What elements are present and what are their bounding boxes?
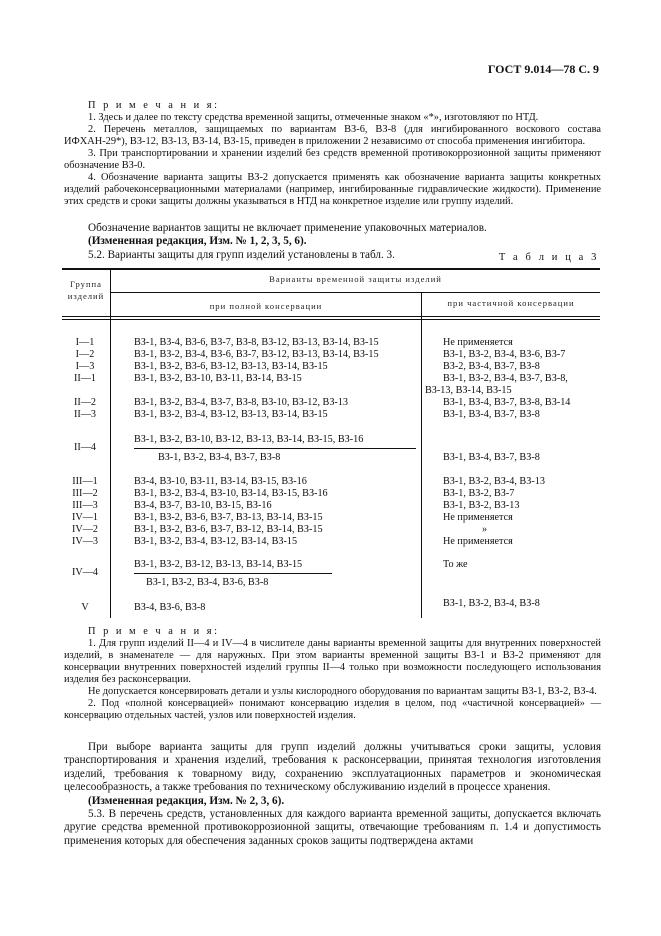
full-cell: ВЗ-1, ВЗ-2, ВЗ-6, ВЗ-7, ВЗ-13, ВЗ-14, ВЗ-15 <box>134 512 323 523</box>
table-row <box>62 488 600 500</box>
col-header-variants: Варианты временной защиты изделий <box>269 274 442 284</box>
col-header-full: при полной консервации <box>209 301 323 311</box>
group-cell: I—2 <box>75 349 95 360</box>
partial-cell: ВЗ-1, ВЗ-2, ВЗ-4, ВЗ-8 <box>443 598 540 609</box>
note-2: 2. Под «полной консервацией» понимают консервацию изделия в целом, под «частичной консервацией» — консервацию отдельных частей, узлов или поверхностей изделия. <box>64 698 601 721</box>
full-cell: ВЗ-1, ВЗ-2, ВЗ-4, ВЗ-12, ВЗ-13, ВЗ-14, ВЗ-15 <box>134 409 328 420</box>
partial-cell: ВЗ-1, ВЗ-2, ВЗ-4, ВЗ-13 <box>443 476 545 487</box>
partial-cell: ВЗ-1, ВЗ-4, ВЗ-7, ВЗ-8 <box>443 452 540 463</box>
group-cell: II—4 <box>73 442 97 453</box>
group-cell: I—3 <box>75 361 95 372</box>
partial-cell: ВЗ-1, ВЗ-2, ВЗ-4, ВЗ-6, ВЗ-7 <box>443 349 566 360</box>
group-cell: IV—3 <box>71 536 99 547</box>
partial-cell: То же <box>443 559 468 570</box>
group-cell: III—3 <box>72 500 98 511</box>
table-row <box>62 349 600 361</box>
table-row-continuation <box>62 385 600 397</box>
section-5-3: 5.3. В перечень средств, установленных для каждого варианта временной защиты, допускается включать другие средства временной противокоррозионной защиты, отвечающие требованиям п. 1.4 и допустимость применения которых для обеспечения заданных сроков защиты подтверждена актами <box>64 808 601 847</box>
table-row <box>62 337 600 349</box>
note-1: 1. Здесь и далее по тексту средства временной защиты, отмеченные знаком «*», изготовляют по НТД. <box>88 112 539 123</box>
col-header-partial: при частичной консервации <box>447 298 575 308</box>
fraction-line <box>134 448 416 449</box>
page-header: ГОСТ 9.014—78 С. 9 <box>487 62 599 76</box>
partial-cell: ВЗ-1, ВЗ-2, ВЗ-13 <box>443 500 520 511</box>
note-2: 2. Перечень металлов, защищаемых по вариантам ВЗ-6, ВЗ-8 (для ингибированного воскового состава ИФХАН-29*), ВЗ-12, ВЗ-13, ВЗ-14, ВЗ-15, приведен в приложении 2 независимо от способа применения ингибитора. <box>64 124 601 147</box>
full-cell: ВЗ-1, ВЗ-2, ВЗ-4, ВЗ-10, ВЗ-14, ВЗ-15, ВЗ-16 <box>134 488 328 499</box>
note-1-addendum: Не допускается консервировать детали и узлы кислородного оборудования по вариантам защиты ВЗ-1, ВЗ-2, ВЗ-4. <box>88 686 597 697</box>
group-cell: IV—2 <box>71 524 99 535</box>
full-cell: ВЗ-1, ВЗ-2, ВЗ-6, ВЗ-7, ВЗ-12, ВЗ-14, ВЗ-15 <box>134 524 323 535</box>
notes-title: П р и м е ч а н и я: <box>88 626 220 637</box>
full-cell: ВЗ-1, ВЗ-4, ВЗ-6, ВЗ-7, ВЗ-8, ВЗ-12, ВЗ-13, ВЗ-14, ВЗ-15 <box>134 337 379 348</box>
group-cell: IV—1 <box>71 512 99 523</box>
partial-cell: ВЗ-1, ВЗ-2, ВЗ-7 <box>443 488 515 499</box>
table-row <box>62 524 600 536</box>
table-border-top <box>62 268 600 270</box>
table-row <box>62 373 600 385</box>
table-row <box>62 602 600 614</box>
partial-cell: Не применяется <box>443 512 513 523</box>
full-cell-denominator: ВЗ-1, ВЗ-2, ВЗ-4, ВЗ-7, ВЗ-8 <box>158 452 281 463</box>
full-cell-numerator: ВЗ-1, ВЗ-2, ВЗ-12, ВЗ-13, ВЗ-14, ВЗ-15 <box>134 559 303 570</box>
partial-cell: Не применяется <box>443 337 513 348</box>
table-caption: Т а б л и ц а 3 <box>498 252 599 263</box>
table-row <box>62 397 600 409</box>
table-row <box>62 536 600 548</box>
full-cell: ВЗ-1, ВЗ-2, ВЗ-4, ВЗ-7, ВЗ-8, ВЗ-10, ВЗ-12, ВЗ-13 <box>134 397 349 408</box>
table-3 <box>62 268 600 618</box>
full-cell-numerator: ВЗ-1, ВЗ-2, ВЗ-10, ВЗ-12, ВЗ-13, ВЗ-14, ВЗ-15, ВЗ-16 <box>134 434 364 445</box>
full-cell: ВЗ-1, ВЗ-2, ВЗ-4, ВЗ-12, ВЗ-14, ВЗ-15 <box>134 536 298 547</box>
full-cell: ВЗ-1, ВЗ-2, ВЗ-6, ВЗ-12, ВЗ-13, ВЗ-14, ВЗ-15 <box>134 361 328 372</box>
group-cell: III—2 <box>72 488 98 499</box>
partial-cell: » <box>482 524 488 535</box>
partial-cell: ВЗ-1, ВЗ-4, ВЗ-7, ВЗ-8 <box>443 409 540 420</box>
partial-cell: ВЗ-1, ВЗ-4, ВЗ-7, ВЗ-8, ВЗ-14 <box>443 397 571 408</box>
partial-cell: ВЗ-2, ВЗ-4, ВЗ-7, ВЗ-8 <box>443 361 540 372</box>
table-row <box>62 500 600 512</box>
note-1: 1. Для групп изделий II—4 и IV—4 в числителе даны варианты временной защиты для внутренних поверхностей изделий, в знаменателе — для наружных. При этом варианты временной защиты ВЗ-1 и ВЗ-2 применяют для консервации внутренних поверхностей изделий группы II—4 только при возможности последующего использования изделия без расконсервации. <box>64 638 601 685</box>
full-cell-denominator: ВЗ-1, ВЗ-2, ВЗ-4, ВЗ-6, ВЗ-8 <box>146 577 269 588</box>
full-cell: ВЗ-1, ВЗ-2, ВЗ-4, ВЗ-6, ВЗ-7, ВЗ-12, ВЗ-13, ВЗ-14, ВЗ-15 <box>134 349 379 360</box>
partial-cell: ВЗ-13, ВЗ-14, ВЗ-15 <box>425 385 512 396</box>
col-header-group: Группа изделий <box>67 279 105 301</box>
group-cell: IV—4 <box>71 567 99 578</box>
paragraph: Обозначение вариантов защиты не включает применение упаковочных материалов. <box>88 222 487 234</box>
group-cell: I—1 <box>75 337 95 348</box>
notes-top <box>64 100 601 208</box>
note-4: 4. Обозначение варианта защиты ВЗ-2 допускается применять как обозначение варианта защиты конкретных изделий рабочеконсервационными материалами (например, ингибированные гидравлические жидкости). Применение этих средств и сроки защиты должны указываться в НТД на конкретное изделие или группу изделий. <box>64 172 601 207</box>
table-row-fraction <box>62 452 600 464</box>
partial-cell: ВЗ-1, ВЗ-2, ВЗ-4, ВЗ-7, ВЗ-8, <box>443 373 568 384</box>
table-row <box>62 361 600 373</box>
group-cell: V <box>81 602 89 613</box>
full-cell: ВЗ-4, ВЗ-10, ВЗ-11, ВЗ-14, ВЗ-15, ВЗ-16 <box>134 476 307 487</box>
table-row-fraction <box>62 577 600 589</box>
group-cell: II—3 <box>73 409 97 420</box>
header-double-line <box>62 316 600 317</box>
header-double-line <box>62 319 600 320</box>
paragraph: При выборе варианта защиты для групп изделий должны учитываться сроки защиты, условия транспортирования и хранения изделий, требования к расконсервации, принятая технология изготовления изделий, требования к товарному виду, сохранению эксплуатационных параметров и экономическая целесообразность, а также требования по техническому обслуживанию изделий в процессе хранения. <box>64 741 601 794</box>
fraction-line <box>134 573 332 574</box>
edit-note: (Измененная редакция, Изм. № 1, 2, 3, 5, 6). <box>88 235 307 248</box>
section-5-2-end <box>64 741 601 848</box>
header-divider <box>111 292 600 293</box>
table-row <box>62 512 600 524</box>
paragraph: 5.2. Варианты защиты для групп изделий установлены в табл. 3. <box>88 248 395 261</box>
note-3: 3. При транспортировании и хранении изделий без средств временной противокоррозионной защиты применяют обозначение ВЗ-0. <box>64 148 601 171</box>
full-cell: ВЗ-1, ВЗ-2, ВЗ-10, ВЗ-11, ВЗ-14, ВЗ-15 <box>134 373 302 384</box>
edit-note: (Измененная редакция, Изм. № 2, 3, 6). <box>88 794 285 807</box>
notes-bottom <box>64 626 601 722</box>
full-cell: ВЗ-4, ВЗ-6, ВЗ-8 <box>134 602 206 613</box>
group-cell: II—2 <box>73 397 97 408</box>
notes-title: П р и м е ч а н и я: <box>88 100 220 111</box>
table-row <box>62 409 600 421</box>
full-cell: ВЗ-4, ВЗ-7, ВЗ-10, ВЗ-15, ВЗ-16 <box>134 500 272 511</box>
group-cell: II—1 <box>73 373 97 384</box>
partial-cell: Не применяется <box>443 536 513 547</box>
table-row <box>62 476 600 488</box>
group-cell: III—1 <box>72 476 98 487</box>
